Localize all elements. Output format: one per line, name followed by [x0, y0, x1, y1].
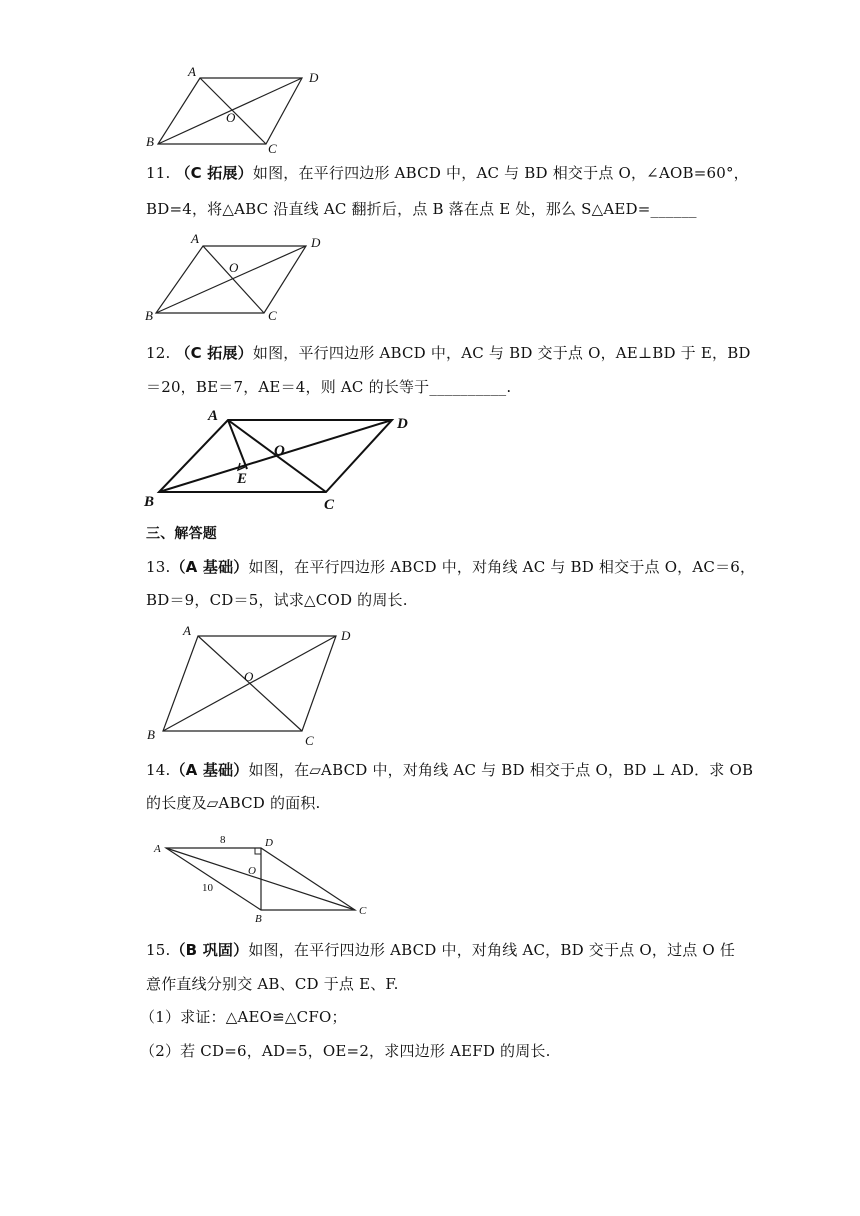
q13-line1 — [146, 557, 755, 577]
section-heading: 三、解答题 — [146, 526, 217, 542]
q14-tag: （A 基础） — [170, 761, 249, 779]
diagonal-bd — [156, 246, 306, 313]
q12-line1 — [146, 343, 751, 363]
label-a: A — [208, 408, 219, 424]
q13-number: 13. — [146, 558, 171, 576]
label-d: D — [309, 70, 319, 85]
label-a: A — [188, 64, 196, 79]
label-d: D — [341, 628, 351, 643]
q12-text-1: 如图，平行四边形 ABCD 中，AC 与 BD 交于点 O，AE⊥BD 于 E，BD — [252, 344, 751, 362]
label-o: O — [229, 260, 239, 275]
label-a: A — [154, 843, 161, 855]
length-ab: 10 — [202, 882, 213, 894]
q12-line2: ＝20，BE＝7，AE＝4，则 AC 的长等于__________. — [146, 378, 512, 396]
q11-line2: BD=4，将△ABC 沿直线 AC 翻折后，点 B 落在点 E 处，那么 S△AED=______ — [146, 200, 697, 218]
q15-line1 — [146, 940, 735, 960]
label-o: O — [274, 443, 285, 459]
q15-number: 15. — [146, 941, 171, 959]
figure-q11 — [156, 246, 306, 313]
diagonal-ac — [203, 246, 264, 313]
q14-number: 14. — [146, 761, 171, 779]
figure-q14 — [166, 848, 355, 910]
q11-line1 — [146, 163, 749, 183]
q11-tag: （C 拓展） — [175, 164, 253, 182]
label-c: C — [268, 308, 277, 323]
label-c: C — [268, 141, 277, 156]
q13-text-1: 如图，在平行四边形 ABCD 中，对角线 AC 与 BD 相交于点 O，AC＝6， — [248, 558, 756, 576]
label-b: B — [147, 727, 155, 742]
q11-number: 11. — [146, 164, 171, 182]
label-o: O — [248, 865, 256, 877]
label-b: B — [146, 134, 154, 149]
label-d: D — [265, 837, 273, 849]
q15-tag: （B 巩固） — [170, 941, 249, 959]
q15-line2: 意作直线分别交 AB、CD 于点 E、F. — [146, 975, 399, 993]
q11-text-1: 如图，在平行四边形 ABCD 中，AC 与 BD 相交于点 O，∠AOB=60°， — [252, 164, 749, 182]
q13-line2: BD＝9，CD＝5，试求△COD 的周长. — [146, 591, 408, 609]
length-ad: 8 — [220, 834, 226, 846]
q15-text-1: 如图，在平行四边形 ABCD 中，对角线 AC，BD 交于点 O，过点 O 任 — [248, 941, 736, 959]
label-b: B — [255, 913, 262, 925]
q15-part1: （1）求证：△AEO≌△CFO； — [140, 1008, 347, 1026]
q12-tag: （C 拓展） — [175, 344, 253, 362]
label-o: O — [226, 110, 236, 125]
q13-tag: （A 基础） — [170, 558, 249, 576]
label-b: B — [144, 494, 155, 510]
label-a: A — [183, 623, 191, 638]
label-b: B — [145, 308, 153, 323]
label-d: D — [311, 235, 321, 250]
q15-part2: （2）若 CD=6，AD=5，OE=2，求四边形 AEFD 的周长. — [140, 1042, 551, 1060]
label-d: D — [397, 416, 408, 432]
q14-line1 — [146, 760, 753, 780]
label-o: O — [244, 669, 254, 684]
label-c: C — [305, 733, 314, 748]
right-angle-mark — [255, 848, 261, 854]
label-c: C — [324, 497, 335, 513]
q12-number: 12. — [146, 344, 171, 362]
label-e: E — [237, 471, 248, 487]
label-c: C — [359, 905, 367, 917]
q14-line2: 的长度及▱ABCD 的面积. — [146, 794, 321, 812]
label-a: A — [191, 231, 199, 246]
q14-text-1: 如图，在▱ABCD 中，对角线 AC 与 BD 相交于点 O，BD ⊥ AD．求 OB — [248, 761, 754, 779]
